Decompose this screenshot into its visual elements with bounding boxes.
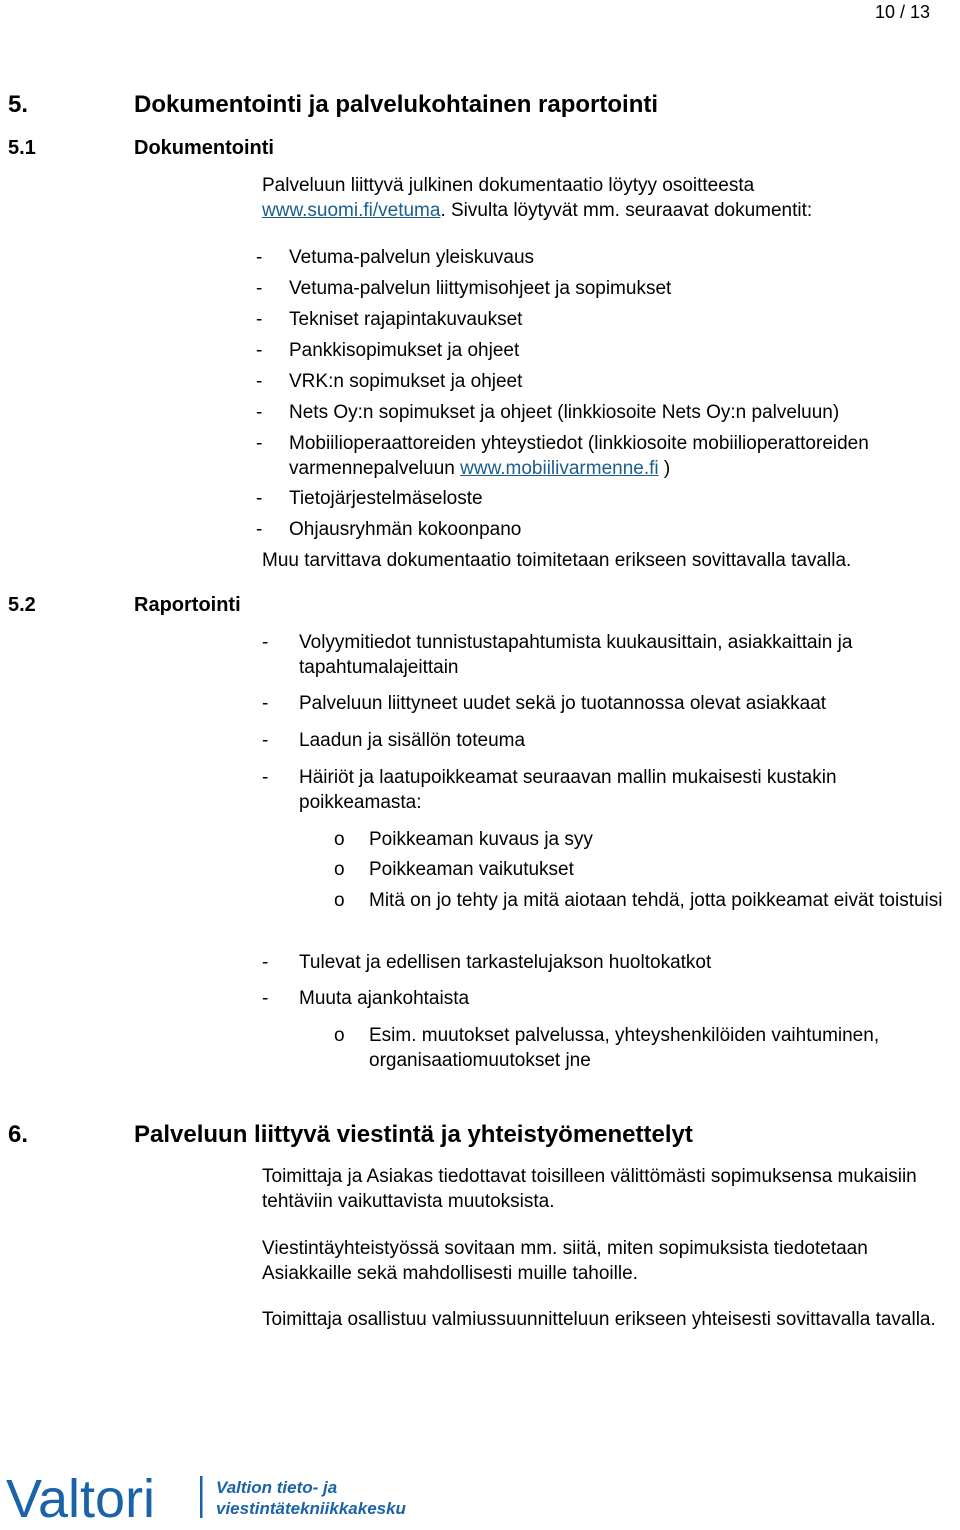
dash-bullet: - bbox=[256, 278, 263, 299]
intro-line-1: Palveluun liittyvä julkinen dokumentaatio löytyy osoitteesta bbox=[262, 175, 755, 196]
intro-line-2-text: . Sivulta löytyvät mm. seuraavat dokumentit: bbox=[440, 200, 813, 221]
dash-bullet: - bbox=[262, 988, 269, 1009]
intro-line-2 bbox=[262, 198, 952, 223]
mobiilivarmenne-link[interactable]: www.mobiilivarmenne.fi bbox=[460, 458, 659, 479]
list-item-text: Tulevat ja edellisen tarkastelujakson huoltokatkot bbox=[299, 952, 712, 973]
logo-tagline-line-2: viestintätekniikkakeskus bbox=[216, 1499, 406, 1518]
valtori-logo bbox=[6, 1470, 406, 1523]
circle-bullet: o bbox=[334, 829, 345, 850]
list-item-text: Laadun ja sisällön toteuma bbox=[299, 730, 526, 751]
dash-bullet: - bbox=[256, 371, 263, 392]
paragraph: Viestintäyhteistyössä sovitaan mm. siitä, miten sopimuksista tiedotetaan Asiakkaille sekä mahdollisesti muille tahoille. bbox=[262, 1238, 868, 1284]
dash-bullet: - bbox=[256, 309, 263, 330]
list-item-text: Tietojärjestelmäseloste bbox=[289, 488, 483, 509]
list-item bbox=[262, 630, 952, 680]
dash-bullet: - bbox=[262, 632, 269, 653]
mobile-item-line-2 bbox=[289, 456, 957, 481]
circle-bullet: o bbox=[334, 859, 345, 880]
section-number: 5.2 bbox=[8, 594, 36, 616]
list-item-text: Häiriöt ja laatupoikkeamat seuraavan mallin mukaisesti kustakin poikkeamasta: bbox=[299, 767, 837, 813]
list-item-text: Ohjausryhmän kokoonpano bbox=[289, 519, 522, 540]
section-number: 6. bbox=[8, 1121, 29, 1148]
dash-bullet: - bbox=[262, 767, 269, 788]
sub-list-item-text: Mitä on jo tehty ja mitä aiotaan tehdä, jotta poikkeamat eivät toistuisi bbox=[369, 890, 943, 911]
circle-bullet: o bbox=[334, 890, 345, 911]
dash-bullet: - bbox=[262, 952, 269, 973]
documentation-closing: Muu tarvittava dokumentaatio toimitetaan erikseen sovittavalla tavalla. bbox=[262, 550, 852, 571]
sub-list-item-text: Poikkeaman kuvaus ja syy bbox=[369, 829, 593, 850]
logo-divider bbox=[200, 1476, 203, 1518]
list-item bbox=[262, 765, 952, 815]
dash-bullet: - bbox=[262, 730, 269, 751]
section-number: 5. bbox=[8, 91, 29, 118]
section-6-heading bbox=[8, 1120, 908, 1150]
section-5-2-heading bbox=[8, 592, 908, 622]
list-item-text: Palveluun liittyneet uudet sekä jo tuotannossa olevat asiakkaat bbox=[299, 693, 827, 714]
section-title: Dokumentointi bbox=[134, 137, 274, 159]
section-5-1-heading bbox=[8, 135, 908, 165]
dash-bullet: - bbox=[256, 247, 263, 268]
list-item-text: Tekniset rajapintakuvaukset bbox=[289, 309, 523, 330]
list-item-text: Vetuma-palvelun liittymisohjeet ja sopimukset bbox=[289, 278, 672, 299]
dash-bullet: - bbox=[256, 340, 263, 361]
list-item-text: Pankkisopimukset ja ohjeet bbox=[289, 340, 520, 361]
sub-list-item-text: Poikkeaman vaikutukset bbox=[369, 859, 574, 880]
section-title: Dokumentointi ja palvelukohtainen raportointi bbox=[134, 91, 659, 118]
list-item-text: Vetuma-palvelun yleiskuvaus bbox=[289, 247, 535, 268]
mobile-item-suffix: ) bbox=[658, 458, 671, 479]
list-item-text bbox=[289, 431, 957, 481]
valtori-logo-graphic bbox=[6, 1470, 406, 1523]
paragraph: Toimittaja ja Asiakas tiedottavat toisilleen välittömästi sopimuksensa mukaisiin tehtäviin vaikuttavista muutoksista. bbox=[262, 1166, 917, 1212]
dash-bullet: - bbox=[256, 402, 263, 423]
mobile-item-prefix: varmennepalveluun bbox=[289, 458, 461, 479]
vetuma-link[interactable]: www.suomi.fi/vetuma bbox=[262, 200, 441, 221]
documentation-intro bbox=[262, 173, 952, 223]
section-number: 5.1 bbox=[8, 137, 36, 159]
page-number: 10 / 13 bbox=[874, 2, 930, 22]
logo-wordmark: Valtori bbox=[6, 1470, 156, 1523]
list-item-text: Nets Oy:n sopimukset ja ohjeet (linkkiosoite Nets Oy:n palveluun) bbox=[289, 402, 840, 423]
list-item-text: Muuta ajankohtaista bbox=[299, 988, 470, 1009]
circle-bullet: o bbox=[334, 1025, 345, 1046]
dash-bullet: - bbox=[262, 693, 269, 714]
section-title: Raportointi bbox=[134, 594, 241, 616]
dash-bullet: - bbox=[256, 433, 263, 454]
dash-bullet: - bbox=[256, 488, 263, 509]
paragraph: Toimittaja osallistuu valmiussuunnitteluun erikseen yhteisesti sovittavalla tavalla. bbox=[262, 1309, 936, 1330]
list-item-text: Volyymitiedot tunnistustapahtumista kuukausittain, asiakkaittain ja tapahtumalajeittain bbox=[299, 632, 853, 678]
section-5-heading bbox=[8, 90, 908, 120]
list-item-text: VRK:n sopimukset ja ohjeet bbox=[289, 371, 523, 392]
section-title: Palveluun liittyvä viestintä ja yhteistyömenettelyt bbox=[134, 1121, 693, 1148]
sub-list-item-text: Esim. muutokset palvelussa, yhteyshenkilöiden vaihtuminen, organisaatiomuutokset jne bbox=[369, 1025, 880, 1071]
dash-bullet: - bbox=[256, 519, 263, 540]
mobile-item-line-1: Mobiilioperaattoreiden yhteystiedot (linkkiosoite mobiilioperattoreiden bbox=[289, 433, 869, 454]
list-item bbox=[256, 431, 956, 481]
logo-tagline-line-1: Valtion tieto- ja bbox=[216, 1478, 338, 1497]
